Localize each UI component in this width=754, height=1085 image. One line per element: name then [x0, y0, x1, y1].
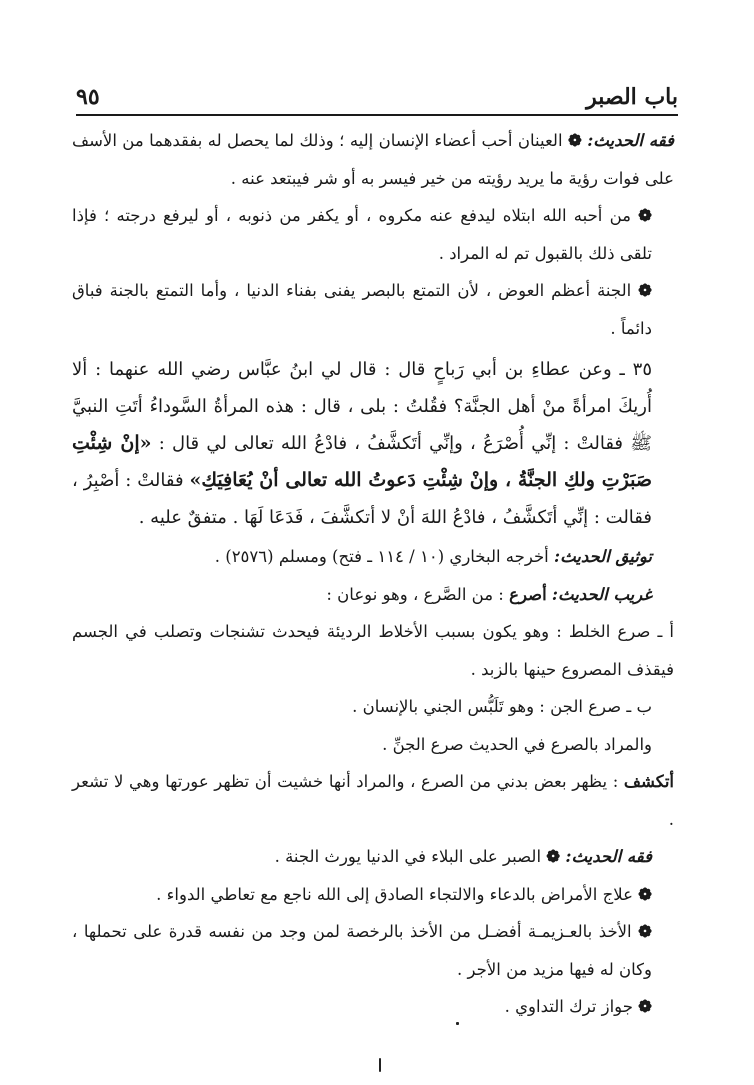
- fiqh-paragraph-3: [72, 272, 674, 347]
- hadith-text: [72, 351, 674, 536]
- gharib-meaning: والمراد بالصرع في الحديث صرع الجنِّ .: [382, 734, 652, 754]
- star-icon: ❁: [638, 922, 652, 941]
- takhrij-label: توثيق الحديث:: [553, 547, 652, 566]
- fiqh-text: العينان أحب أعضاء الإنسان إليه ؛ وذلك لما يحصل له بفقدهما من الأسف على فوات رؤية ما يريد رؤيته من خير فيسر به أو شر فيبتعد عنه .: [72, 131, 674, 188]
- fiqh-paragraph-2: [72, 197, 674, 272]
- star-icon: ❁: [638, 884, 652, 904]
- star-icon: ❁: [638, 281, 652, 300]
- star-icon: ❁: [638, 997, 652, 1016]
- gharib-text: : من الصَّرع ، وهو نوعان :: [326, 584, 504, 604]
- hadith-part-2: فقالتْ : أصْبِرُ ، فقالت : إنِّي أتَكشَّفُ ، فادْعُ اللهَ أنْ لا أتكشَّفَ ، فَدَعَا لَهَا . متفقٌ عليه .: [72, 470, 652, 528]
- fiqh-text: من أحبه الله ابتلاه ليدفع عنه مكروه ، أو يكفر من ذنوبه ، أو ليرفع درجته ؛ فإذا تلقى ذلك بالقبول تم له المراد .: [72, 206, 652, 263]
- star-icon: ❁: [638, 206, 652, 225]
- scan-line: [379, 1058, 381, 1072]
- takhrij-text: أخرجه البخاري (١٠ / ١١٤ ـ فتح) ومسلم (٢٥٧٦) .: [214, 547, 549, 566]
- fiqh-2-paragraph-1: [72, 838, 674, 876]
- hadith-quote: «إنْ شِئْتِ صَبَرْتِ ولكِ الجنَّةُ ، وإنْ شِئْتِ دَعوتُ الله تعالى أنْ يُعَافِيَكِ»: [72, 432, 652, 491]
- scan-speck: [456, 1022, 459, 1025]
- gharib-term: أصرع: [509, 584, 547, 604]
- gharib-paragraph: [72, 576, 674, 614]
- star-icon: ❁: [546, 847, 561, 866]
- fiqh-label: فقه الحديث:: [565, 847, 652, 866]
- gharib-item-a: أ ـ صرع الخلط : وهو يكون بسبب الأخلاط الرديئة فيحدث تشنجات وتصلب في الجسم فيقذف المصروع حينها بالزبد .: [72, 622, 674, 679]
- gharib-term-2: أتكشف: [623, 772, 674, 791]
- hadith-part-1: ٣٥ ـ وعن عطاءِ بن أبي رَباحٍ قال : قال لي ابنُ عبَّاس رضي الله عنهما : ألا أُريكَ امرأةً منْ أهل الجنَّة؟ فقُلتُ : بلى ، قال : هذه المرأةُ السَّوداءُ أتَتِ النبيَّ ﷺ فقالتْ : إنِّي أُصْرَعُ ، وإنِّي أتَكشَّفُ ، فادْعُ الله تعالى لي قال :: [72, 359, 652, 454]
- page-body: [72, 122, 674, 1045]
- fiqh-2-paragraph-2: [72, 876, 674, 914]
- fiqh-text: علاج الأمراض بالدعاء والالتجاء الصادق إلى الله ناجع مع تعاطي الدواء .: [156, 884, 633, 904]
- star-icon: ❁: [567, 131, 582, 150]
- takhrij-paragraph: [72, 538, 674, 576]
- fiqh-text: جواز ترك التداوي .: [504, 997, 633, 1016]
- gharib-paragraph-2: [72, 763, 674, 838]
- gharib-text-2: : يظهر بعض بدني من الصرع ، والمراد أنها خشيت أن تظهر عورتها وهي لا تشعر .: [72, 772, 674, 829]
- fiqh-2-paragraph-4: [72, 988, 674, 1026]
- page-number: ٩٥: [76, 84, 100, 110]
- fiqh-label: فقه الحديث:: [587, 131, 675, 150]
- fiqh-2-paragraph-3: [72, 913, 674, 988]
- fiqh-text: الصبر على البلاء في الدنيا يورث الجنة .: [274, 847, 542, 866]
- fiqh-paragraph-1: [72, 122, 674, 197]
- page-header: [76, 70, 678, 116]
- fiqh-text: الأخذ بالعـزيمـة أفضـل من الأخذ بالرخصة لمن وجد من نفسه قدرة على تحملها ، وكان له فيها مزيد من الأجر .: [72, 922, 652, 979]
- chapter-title: باب الصبر: [586, 84, 678, 110]
- fiqh-text: الجنة أعظم العوض ، لأن التمتع بالبصر يفنى بفناء الدنيا ، وأما التمتع بالجنة فباق دائماً .: [72, 281, 652, 338]
- gharib-item-b: ب ـ صرع الجن : وهو تَلَبُّس الجني بالإنسان .: [352, 697, 652, 716]
- gharib-label: غريب الحديث:: [551, 584, 652, 604]
